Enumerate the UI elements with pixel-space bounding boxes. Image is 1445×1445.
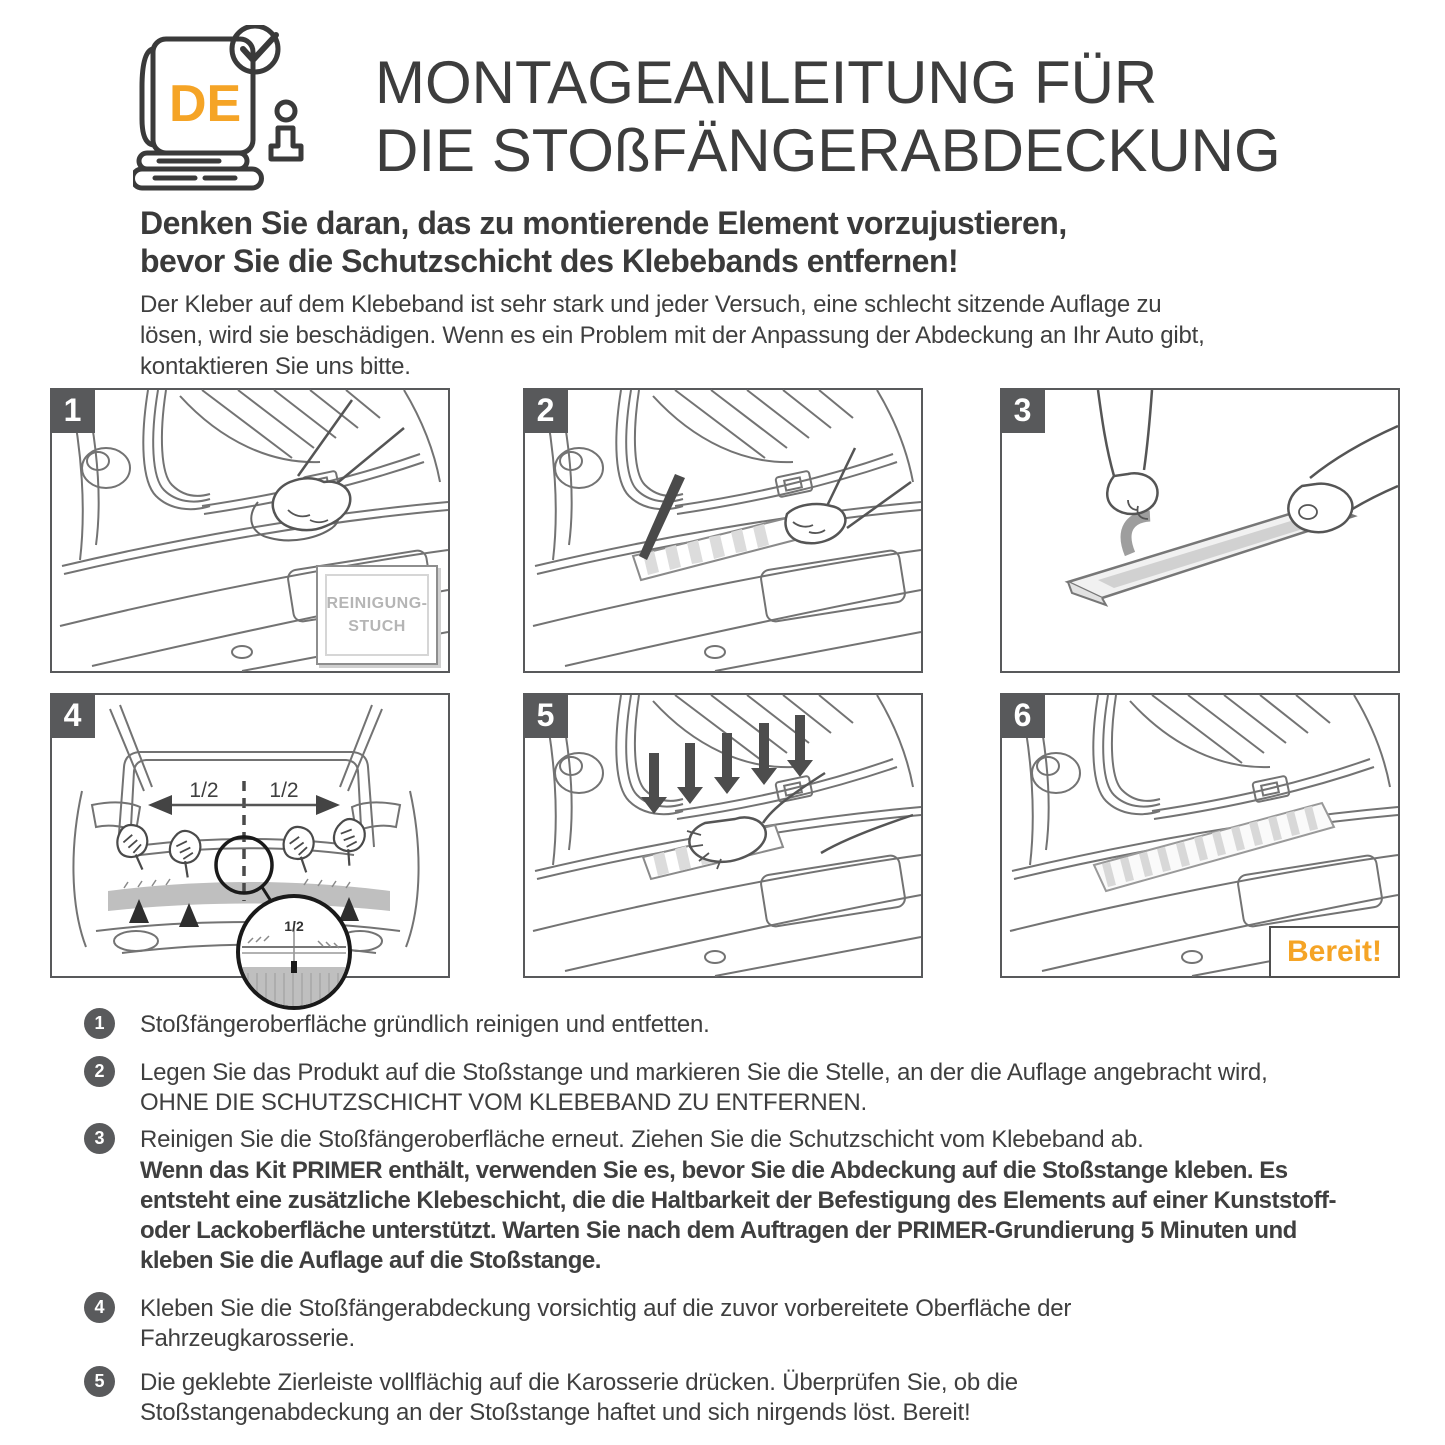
panel5-illustration — [525, 695, 921, 976]
step4-text-line1: Kleben Sie die Stoßfängerabdeckung vorsichtig auf die zuvor vorbereitete Oberfläche der — [140, 1295, 1072, 1322]
positioning-hand-icon — [114, 822, 152, 873]
panel1-number-badge: 1 — [50, 388, 95, 433]
panel6-number-badge: 6 — [1000, 693, 1045, 738]
supporting-hand-icon — [1288, 426, 1398, 532]
step5-badge: 5 — [84, 1366, 115, 1397]
ready-label: Bereit! — [1286, 935, 1382, 968]
step4-badge: 4 — [84, 1292, 115, 1323]
panel3-illustration — [1002, 390, 1398, 671]
warning-line1: Denken Sie daran, das zu montierende Element vorzujustieren, — [140, 205, 1067, 241]
step3-badge: 3 — [84, 1123, 115, 1154]
panel4-number-badge: 4 — [50, 693, 95, 738]
manual-book-icon — [133, 25, 318, 197]
half-right-label: 1/2 — [269, 779, 299, 802]
cleaning-cloth-label-line2: STUCH — [348, 618, 406, 635]
step3-primer-note-line1: Wenn das Kit PRIMER enthält, verwenden Sie es, bevor Sie die Abdeckung auf die Stoßstange kleben. Es — [140, 1157, 1288, 1184]
panel-step1 — [50, 388, 450, 673]
step2-badge: 2 — [84, 1056, 115, 1087]
peeled-backing-ribbon — [1126, 516, 1150, 554]
intro-line1: Der Kleber auf dem Klebeband ist sehr stark und jeder Versuch, eine schlecht sitzende Auflage zu — [140, 291, 1162, 318]
panel-step5 — [523, 693, 923, 978]
page-title-line1: MONTAGEANLEITUNG FÜR — [375, 49, 1158, 116]
panel2-illustration — [525, 390, 921, 671]
step2-text-line2: OHNE DIE SCHUTZSCHICHT VOM KLEBEBAND ZU ENTFERNEN. — [140, 1089, 867, 1116]
panel-step3 — [1000, 388, 1400, 673]
cleaning-cloth-label-line1: REINIGUNG- — [326, 594, 428, 612]
panel-step6 — [1000, 693, 1400, 978]
intro-line2: lösen, wird sie beschädigen. Wenn es ein Problem mit der Anpassung der Abdeckung an Ihr Auto gibt, — [140, 322, 1205, 349]
step3-primer-note-line3: oder Lackoberfläche unterstützt. Warten Sie nach dem Auftragen der PRIMER-Grundierung 5 Minuten und — [140, 1217, 1297, 1244]
cleaning-cloth-label-box — [316, 565, 438, 665]
step3-text: Reinigen Sie die Stoßfängeroberfläche erneut. Ziehen Sie die Schutzschicht vom Klebeband ab. — [140, 1126, 1144, 1153]
step3-primer-note-line2: entsteht eine zusätzliche Klebeschicht, die die Haltbarkeit der Befestigung des Elements auf einer Kunststoff- — [140, 1187, 1336, 1214]
step1-badge: 1 — [84, 1008, 115, 1039]
holding-hand-icon — [786, 448, 911, 543]
step3-primer-note-line4: kleben Sie die Auflage auf die Stoßstange. — [140, 1247, 601, 1274]
info-dot-icon — [277, 102, 295, 120]
ready-label-box — [1269, 926, 1400, 978]
step5-text-line2: Stoßstangenabdeckung an der Stoßstange haftet und sich nirgends löst. Bereit! — [140, 1399, 971, 1426]
panel4-illustration — [52, 695, 448, 976]
language-label: DE — [169, 75, 242, 133]
positioning-hand-icon — [329, 817, 367, 868]
magnifier-detail — [238, 896, 350, 1013]
page-title-line2: DIE STOßFÄNGERABDECKUNG — [375, 117, 1281, 184]
intro-line3: kontaktieren Sie uns bitte. — [140, 353, 411, 380]
step5-text-line1: Die geklebte Zierleiste vollflächig auf die Karosserie drücken. Überprüfen Sie, ob die — [140, 1369, 1018, 1396]
wiping-hand-icon — [251, 400, 404, 540]
panel-step4 — [50, 693, 450, 978]
positioning-hand-icon — [168, 830, 202, 879]
warning-line2: bevor Sie die Schutzschicht des Klebebands entfernen! — [140, 243, 959, 279]
pinching-hand-icon — [1098, 390, 1157, 519]
step1-text: Stoßfängeroberfläche gründlich reinigen und entfetten. — [140, 1011, 710, 1038]
cleaning-cloth-label-inner — [325, 574, 429, 656]
installed-cover-strip — [1094, 803, 1334, 891]
panel-step2 — [523, 388, 923, 673]
positioning-hand-icon — [282, 826, 316, 875]
panel5-number-badge: 5 — [523, 693, 568, 738]
step4-text-line2: Fahrzeugkarosserie. — [140, 1325, 355, 1352]
panel2-number-badge: 2 — [523, 388, 568, 433]
info-body-icon — [271, 128, 301, 159]
half-left-label: 1/2 — [189, 779, 219, 802]
magnifier-half-label: 1/2 — [284, 918, 304, 934]
step2-text-line1: Legen Sie das Produkt auf die Stoßstange und markieren Sie die Stelle, an der die Auflage angebracht wird, — [140, 1059, 1268, 1086]
panel3-number-badge: 3 — [1000, 388, 1045, 433]
